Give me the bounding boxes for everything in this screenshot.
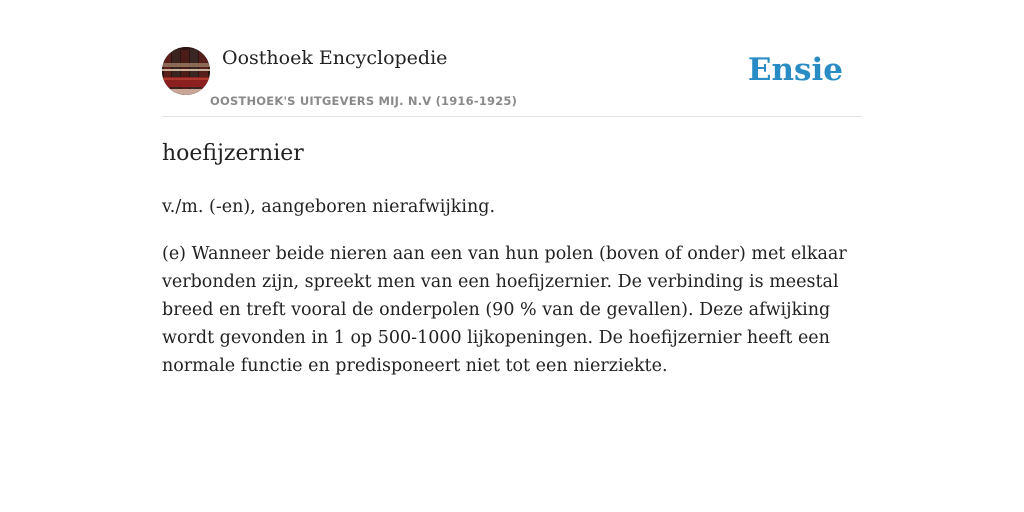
publisher-label: OOSTHOEK'S UITGEVERS MIJ. N.V (1916-1925) <box>210 94 518 108</box>
source-header <box>162 46 862 117</box>
entry-title: hoefijzernier <box>162 141 304 166</box>
entry-definition: v./m. (-en), aangeboren nierafwijking. <box>162 197 496 217</box>
book-spines-icon <box>162 47 210 95</box>
source-title[interactable]: Oosthoek Encyclopedie <box>222 47 448 69</box>
ensie-logo[interactable]: Ensie <box>747 52 843 88</box>
entry-body: (e) Wanneer beide nieren aan een van hun polen (boven of onder) met elkaar verbonden zijn, spreekt men van een hoefijzernier. De verbinding is meestal breed en treft vooral de onderpolen (90 % van de gevallen). Deze afwijking wordt gevonden in 1 op 500-1000 lijkopeningen. De hoefijzernier heeft een normale functie en predisponeert niet tot een nierziekte. <box>162 244 847 376</box>
source-avatar[interactable] <box>162 47 210 95</box>
